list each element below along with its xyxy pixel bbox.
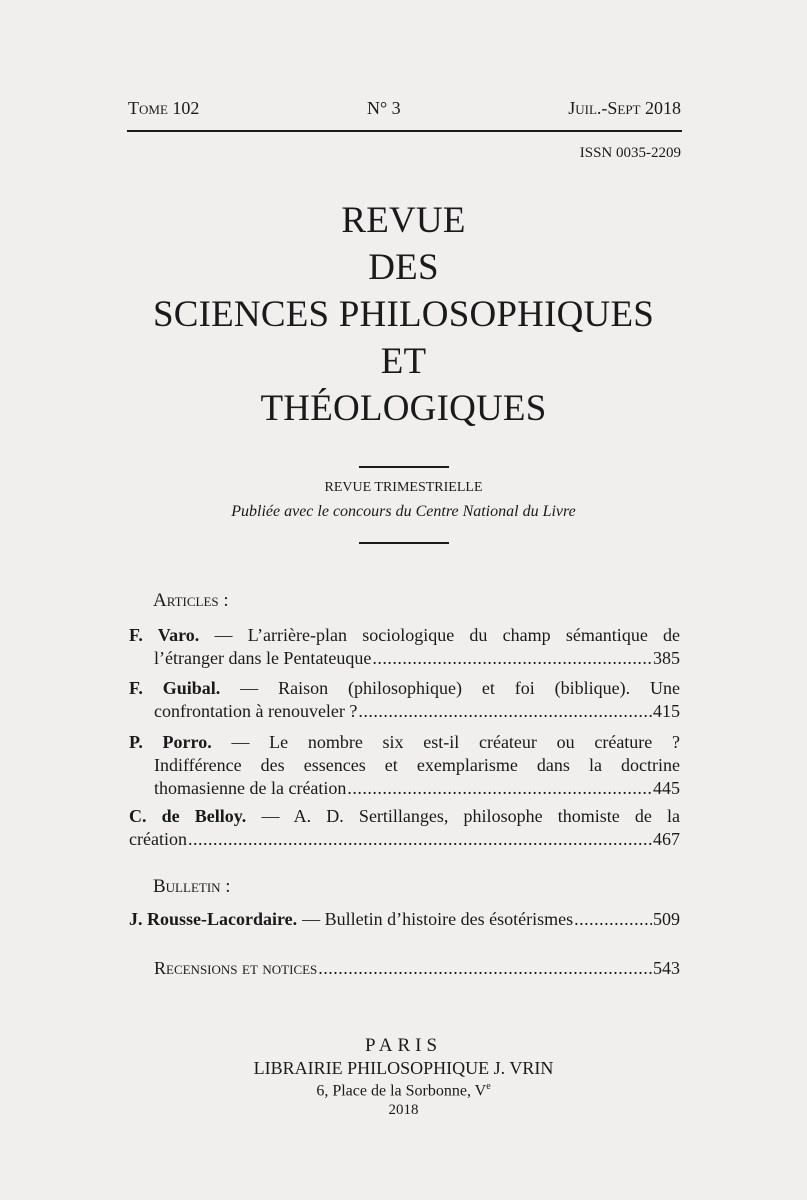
dot-leader <box>188 828 652 851</box>
tome-label: Tome 102 <box>128 98 200 118</box>
dot-leader <box>372 647 652 670</box>
title-line: ET <box>380 341 427 382</box>
dot-leader <box>318 957 652 980</box>
article-author: F. Guibal. <box>129 678 221 698</box>
publication-year: 2018 <box>388 1102 419 1118</box>
page-number: 415 <box>653 701 680 721</box>
page-number: 467 <box>653 829 680 849</box>
issue-date: Juil.-Sept 2018 <box>568 98 681 118</box>
article-title-cont: création <box>129 829 187 849</box>
toc-entry <box>129 624 680 670</box>
title-line: DES <box>368 247 439 288</box>
issn: ISSN 0035-2209 <box>579 145 681 161</box>
bulletin-title: — Bulletin d’histoire des ésotérismes <box>302 909 574 929</box>
article-author: F. Varo. <box>129 625 200 645</box>
title-line: THÉOLOGIQUES <box>260 388 547 429</box>
divider-top <box>359 466 449 468</box>
issue-header <box>128 98 681 119</box>
page-number: 509 <box>653 909 680 929</box>
article-title-cont: confrontation à renouveler ? <box>154 701 358 721</box>
toc-entry <box>129 908 680 931</box>
toc-entry <box>129 677 680 723</box>
support-note: Publiée avec le concours du Centre National du Livre <box>231 503 576 520</box>
title-line: REVUE <box>341 200 466 241</box>
article-author: C. de Belloy. <box>129 806 247 826</box>
reviews-heading: Recensions et notices <box>154 958 318 978</box>
journal-title <box>0 197 807 432</box>
article-title: — Le nombre six est-il créateur ou créature ? <box>231 732 680 752</box>
bulletin-author: J. Rousse-Lacordaire. <box>129 909 298 929</box>
article-title: — A. D. Sertillanges, philosophe thomiste de la <box>261 806 680 826</box>
address-superscript: e <box>486 1081 491 1092</box>
page-number: 385 <box>653 648 680 668</box>
issue-number: N° 3 <box>366 98 401 118</box>
article-title-cont: thomasienne de la création <box>154 778 347 798</box>
periodicity: REVUE TRIMESTRIELLE <box>324 480 483 495</box>
dot-leader <box>347 777 652 800</box>
title-line: SCIENCES PHILOSOPHIQUES <box>152 294 655 335</box>
toc-entry <box>129 731 680 800</box>
dot-leader <box>358 700 652 723</box>
publisher-address: 6, Place de la Sorbonne, Ve <box>316 1081 491 1100</box>
page-number: 445 <box>653 778 680 798</box>
dot-leader <box>574 908 652 931</box>
header-rule <box>127 130 682 132</box>
articles-heading: Articles : <box>153 590 229 611</box>
article-title: — L’arrière-plan sociologique du champ sémantique de <box>214 625 681 645</box>
article-title-cont: Indifférence des essences et exemplarisme dans la doctrine <box>154 755 680 775</box>
article-author: P. Porro. <box>129 732 212 752</box>
article-title: — Raison (philosophique) et foi (biblique). Une <box>240 678 680 698</box>
publisher-city: PARIS <box>364 1035 443 1056</box>
divider-bottom <box>359 542 449 544</box>
bulletin-heading: Bulletin : <box>153 876 231 897</box>
article-title-cont: l’étranger dans le Pentateuque <box>154 648 372 668</box>
toc-entry <box>129 957 680 980</box>
publisher-name: LIBRAIRIE PHILOSOPHIQUE J. VRIN <box>253 1058 554 1078</box>
toc-entry <box>129 805 680 851</box>
page-number: 543 <box>653 958 680 978</box>
